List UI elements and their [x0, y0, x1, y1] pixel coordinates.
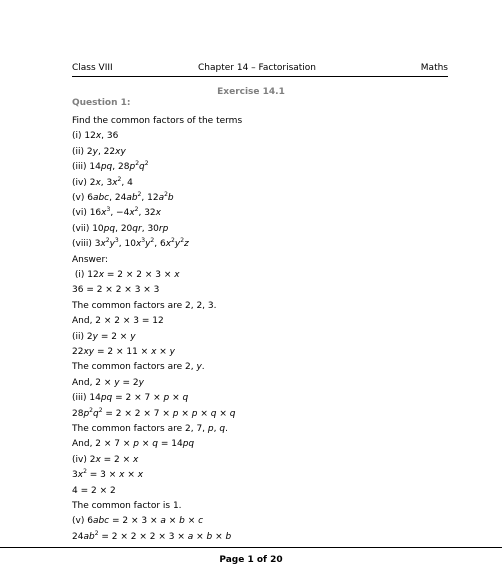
text-line: (vii) 10pq, 20qr, 30rp: [72, 223, 169, 234]
text-line: (iv) 2x, $3x^2$, 4: [72, 175, 133, 188]
text-line: $24ab^2 = 2 \times 2 \times 2 \times 3 \times a \times b \times b$: [72, 529, 232, 542]
text-line: (vi) $16x^3$, $-4x^2$, 32x: [72, 206, 161, 219]
text-line: (iii) 14pq = 2 × 7 × p × q: [72, 393, 189, 404]
header-subject: Maths: [420, 63, 448, 73]
text-line: And, 2 × 2 × 3 = 12: [72, 316, 164, 327]
text-line: The common factors are 2, y.: [72, 362, 205, 373]
text-line: (ii) 2y = 2 × y: [72, 331, 136, 342]
text-line: (v) 6abc, $24ab^2$, $12a^2b$: [72, 191, 174, 203]
text-line: (iv) 2x = 2 × x: [72, 454, 139, 465]
text-line: And, 2 × y = 2y: [72, 377, 144, 388]
text-line: Find the common factors of the terms: [72, 116, 243, 126]
text-line: $3x^2 = 3 \times x \times x$: [72, 468, 144, 481]
question-title: Question 1:: [72, 98, 131, 108]
text-line: (iii) 14pq, $28p^2q^2$: [72, 160, 149, 173]
text-line: The common factors are 2, 2, 3.: [72, 300, 217, 311]
page-number: Page 1 of 20: [219, 555, 283, 565]
text-line: (i) 12x, 36: [72, 131, 119, 142]
text-line: Answer:: [72, 254, 109, 265]
text-line: (ii) 2y, 22xy: [72, 146, 126, 157]
text-line: 22xy = 2 × 11 × x × y: [72, 347, 175, 357]
text-line: 4 = 2 × 2: [72, 485, 116, 496]
footer-rule: [0, 547, 502, 548]
header-class: Class VIII: [72, 63, 113, 73]
text-line: The common factors are 2, 7, p, q.: [72, 424, 228, 434]
text-line: And, 2 × 7 × p × q = 14pq: [72, 439, 195, 450]
text-line: (v) 6abc = 2 × 3 × a × b × c: [72, 516, 204, 527]
text-line: The common factor is 1.: [72, 501, 182, 511]
page-header: [72, 62, 448, 77]
text-line: 36 = 2 × 2 × 3 × 3: [72, 285, 160, 296]
exercise-title: Exercise 14.1: [217, 87, 285, 97]
header-chapter: Chapter 14 – Factorisation: [198, 63, 317, 73]
text-line: (i) 12x = 2 × 2 × 3 × x: [72, 270, 180, 280]
text-line: $28p^2q^2 = 2 \times 2 \times 7 \times p \times p \times q \times q$: [72, 406, 236, 419]
text-line: (viii) $3x^2y^3$, $10x^3y^2$, $6x^2y^2z$: [72, 237, 189, 250]
